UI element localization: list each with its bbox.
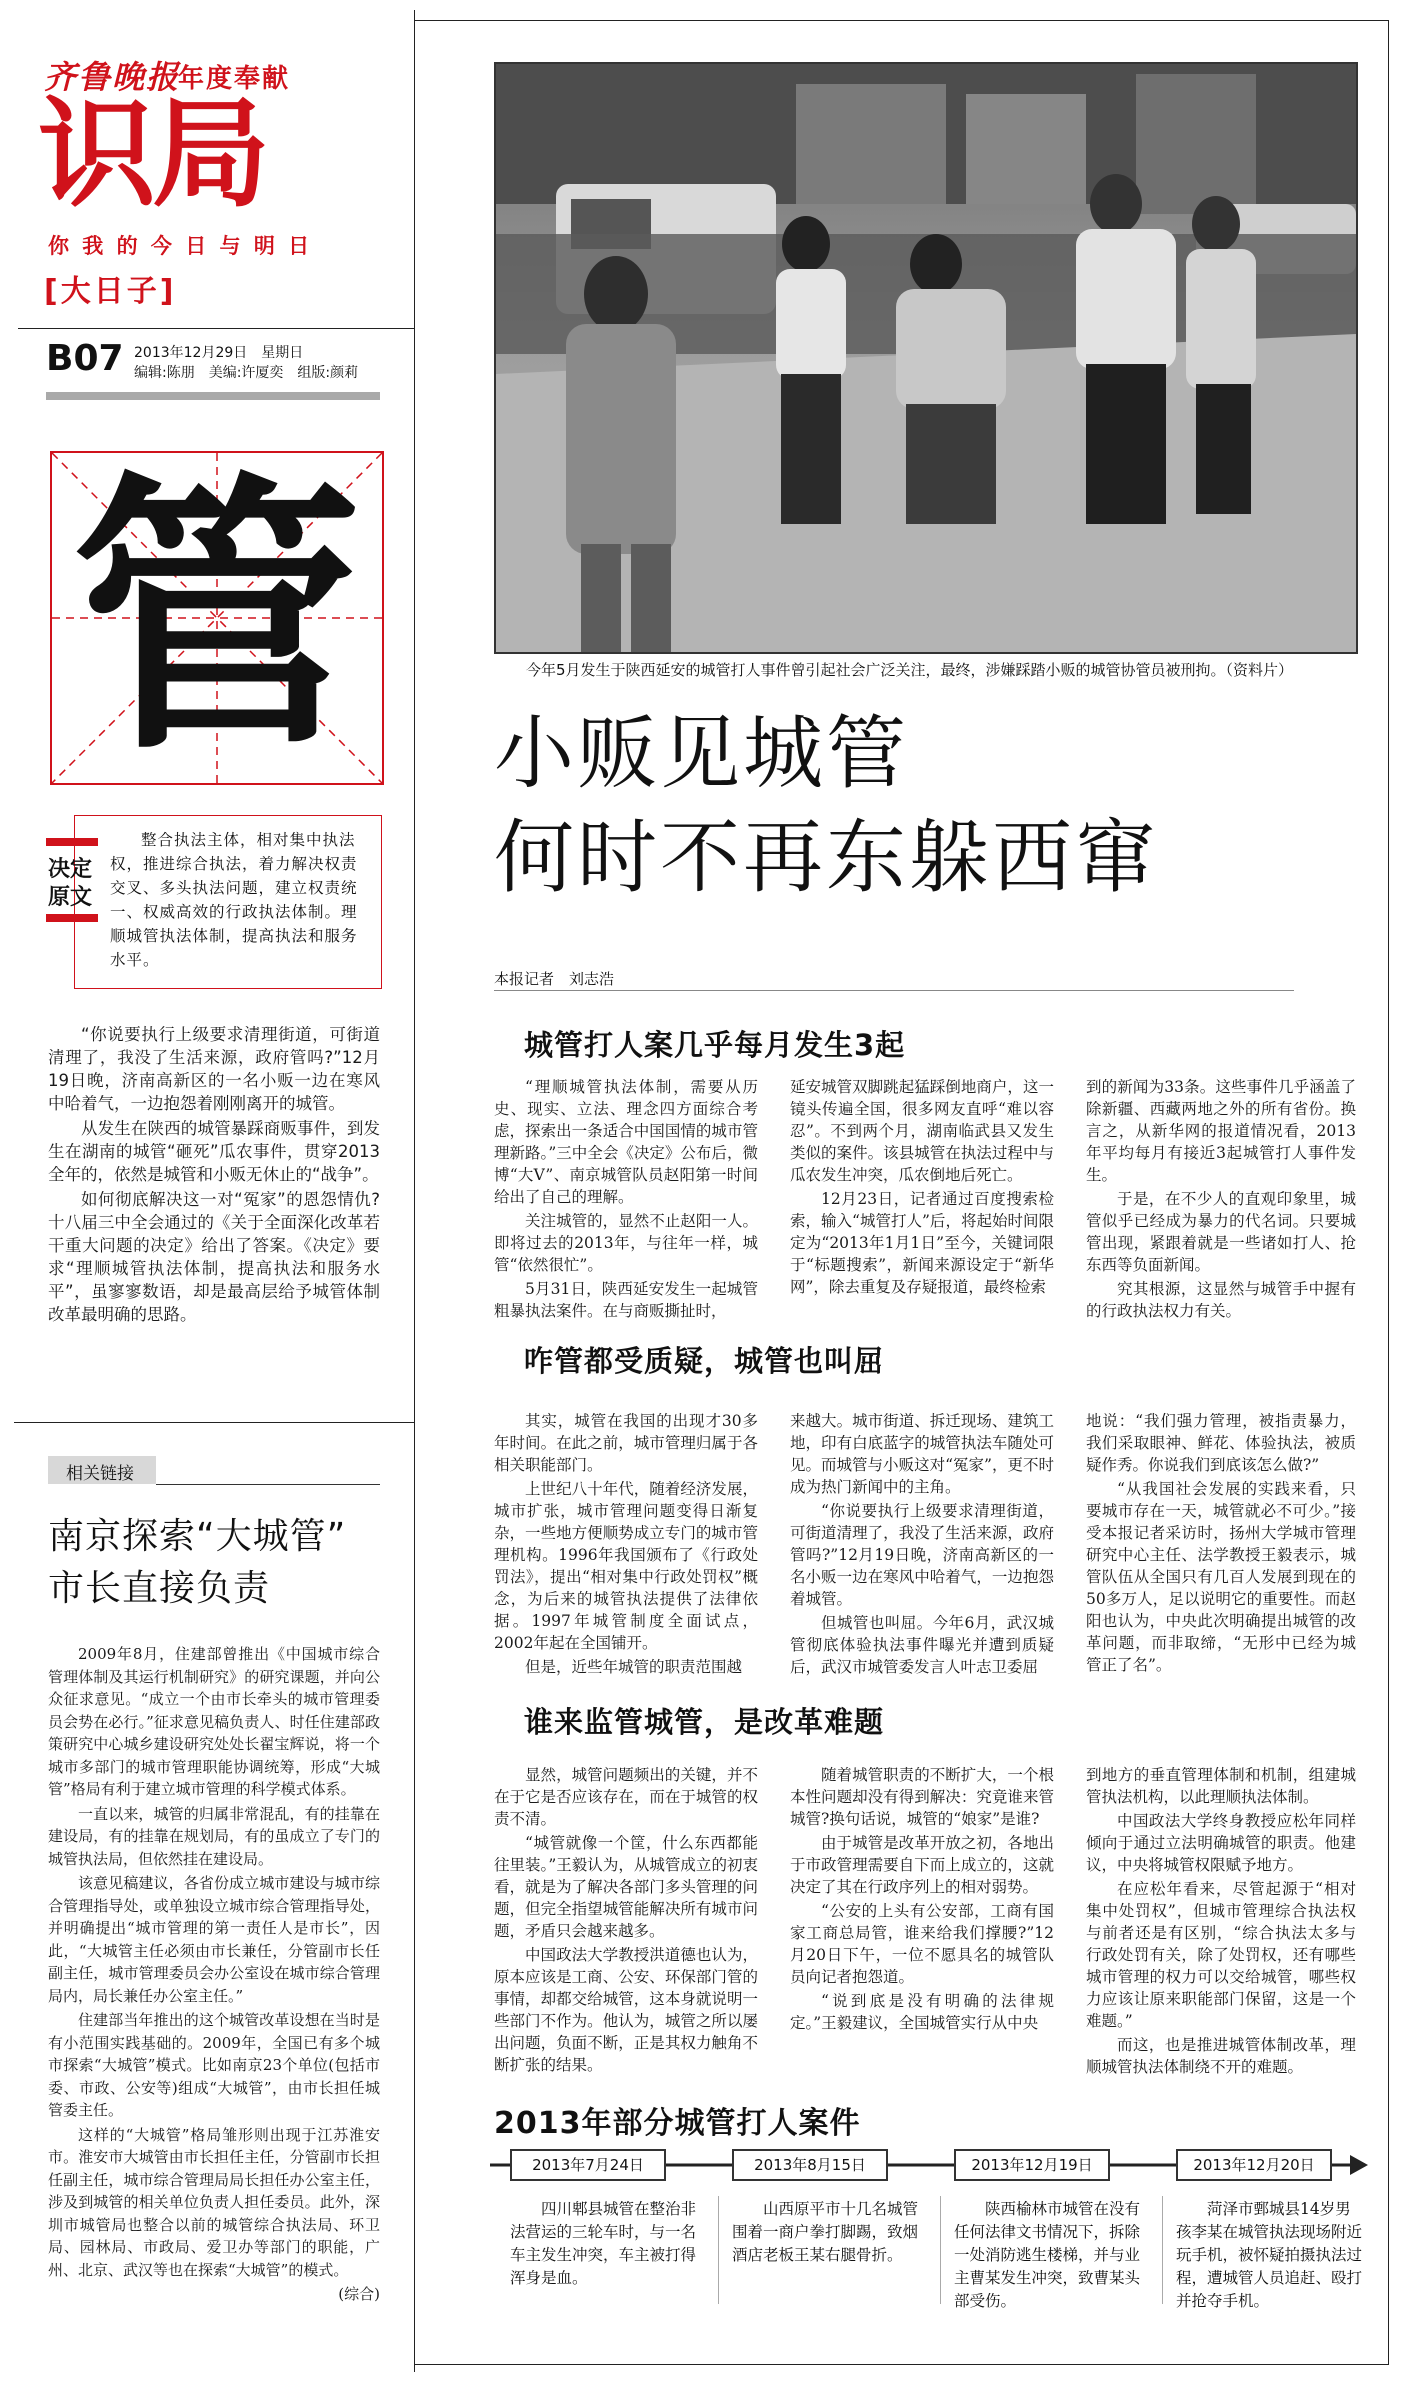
keyword-box [50,448,384,788]
paper-name: 齐鲁晚报 [44,58,181,96]
section1-col2-p1: 延安城管双脚跳起猛踩倒地商户，这一镜头传遍全国，很多网友直呼“难以容忍”。不到两个月，湖南临武县又发生类似的案件。该县城管在执法过程中与瓜农发生冲突，瓜农倒地后死亡。 [790,1078,1054,1184]
section1-col3-p1: 到的新闻为33条。这些事件几乎涵盖了除新疆、西藏两地之外的所有省份。换言之，从新华网的报道情况看，2013年平均每月有接近3起城管打人事件发生。 [1086,1078,1356,1184]
decision-label-bar-top [46,838,98,846]
case-text-4 [1176,2198,1362,2313]
section1-title: 城管打人案几乎每月发生3起 [524,1028,906,1062]
section3-title: 谁来监管城管，是改革难题 [524,1705,885,1739]
section3-col2-p3: “公安的上头有公安部，工商有国家工商总局管，谁来给我们撑腰?”12月20日下午，一位不愿具名的城管队员向记者抱怨道。 [790,1902,1054,1986]
case-date-4: 2013年12月20日 [1176,2149,1332,2181]
decision-label-bottom: 原文 [48,885,93,910]
section3-col2-p4: “说到底是没有明确的法律规定。”王毅建议，全国城管实行从中央 [790,1992,1054,2032]
section3-col2-p1: 随着城管职责的不断扩大，一个根本性问题却没有得到解决：究竟谁来管城管?换句话说，城管的“娘家”是谁? [790,1766,1054,1828]
case-date-3: 2013年12月19日 [954,2149,1110,2181]
intro-paragraph-2: 从发生在陕西的城管暴踩商贩事件，到发生在湖南的城管“砸死”瓜农事件，贯穿2013全年的，依然是城管和小贩无休止的“战争”。 [48,1119,380,1184]
section3-col3-p4: 而这，也是推进城管体制改革，理顺城管执法体制绕不开的难题。 [1086,2036,1356,2076]
section1-col3-p3: 究其根源，这显然与城管手中握有的行政执法权力有关。 [1086,1280,1356,1320]
sidebar-title-2: 市长直接负责 [48,1568,271,1609]
case-date-1: 2013年7月24日 [510,2149,666,2181]
staff-line: 编辑:陈朋 美编:许厦奕 组版:颜莉 [134,365,359,381]
section1-col3-p2: 于是，在不少人的直观印象里，城管似乎已经成为暴力的代名词。只要城管出现，紧跟着就是一些诸如打人、抢东西等负面新闻。 [1086,1190,1356,1274]
section2-col1-p3: 但是，近些年城管的职责范围越 [525,1658,743,1676]
intro-text [48,1023,380,1328]
keyword-char: 管 [72,448,362,788]
section1-col2-p2: 12月23日，记者通过百度搜索检索，输入“城管打人”后，将起始时间限定为“2013年1月1日”至今，关键词限于“标题搜索”，新闻来源设定于“新华网”，除去重复及存疑报道，最终检索 [790,1190,1054,1296]
sidebar-paragraph-5: 这样的“大城管”格局雏形则出现于江苏淮安市。淮安市大城管由市长担任主任，分管副市长担任副主任，城市综合管理局局长担任办公室主任，涉及到城管的相关单位负责人担任委员。此外，深圳市城管局也整合以前的城管综合执法局、环卫局、园林局、市政局、爱卫办等部门的职能，广州、北京、武汉等也在探索“大城管”的模式。 [48,2125,380,2279]
photo-illustration [496,64,1356,652]
section3-col1-p1: 显然，城管问题频出的关键，并不在于它是否应该存在，而在于城管的权责不清。 [494,1766,758,1828]
right-panel-top-rule [414,20,1389,21]
related-link-tag [48,1456,156,1484]
sidebar-paragraph-1: 2009年8月，住建部曾推出《中国城市综合管理体制及其运行机制研究》的研究课题，并向公众征求意见。“成立一个由市长牵头的城市管理委员会势在必行。”征求意见稿负责人、时任住建部政策研究中心城乡建设研究处处长翟宝辉说，将一个城市多部门的城市管理职能协调统筹，形成“大城管”格局有利于建立城市管理的科学模式体系。 [48,1645,380,1798]
case-date-2: 2013年8月15日 [732,2149,888,2181]
related-link-label: 相关链接 [66,1464,134,1484]
intro-paragraph-3: 如何彻底解决这一对“冤家”的恩怨情仇?十八届三中全会通过的《关于全面深化改革若干重大问题的决定》给出了答案。《决定》要求“理顺城管执法体制，提高执法和服务水平”，虽寥寥数语，却是最高层给予城管体制改革最明确的思路。 [48,1190,380,1324]
section2-col2-p2: “你说要执行上级要求清理街道，可街道清理了，我没了生活来源，政府管吗?”12月19日晚，济南高新区的一名小贩一边在寒风中哈着气，一边抱怨着城管。 [790,1502,1054,1608]
related-link-line [156,1484,380,1485]
page-bottom-rule [414,2364,1389,2365]
section2-col3-p1: 地说：“我们强力管理，被指责暴力，我们采取眼神、鲜花、体验执法，被质疑作秀。你说我们到底该怎么做?” [1086,1412,1356,1474]
right-panel-left-rule [414,20,415,1425]
section1-col-1 [494,1076,758,1324]
masthead [18,40,408,330]
news-photo [494,62,1358,654]
sidebar-paragraph-4: 住建部当年推出的这个城管改革设想在当时是有小范围实践基础的。2009年，全国已有多个城市探索“大城管”模式。比如南京23个单位(包括市委、市政、公安等)组成“大城管”，由市长担任城管委主任。 [48,2011,380,2119]
case-text-1-body: 四川郫县城管在整治非法营运的三轮车时，与一名车主发生冲突，车主被打得浑身是血。 [510,2200,697,2287]
case-text-3 [954,2198,1150,2313]
section2-col1-p2: 上世纪八十年代，随着经济发展，城市扩张，城市管理问题变得日渐复杂，一些地方便顺势成立专门的城市管理机构。1996年我国颁布了《行政处罚法》，提出“相对集中行政处罚权”概念，为后来的城管执法提供了法律依据。1997年城管制度全面试点，2002年起在全国铺开。 [494,1480,758,1652]
sidebar-paragraph-2: 一直以来，城管的归属非常混乱，有的挂靠在建设局，有的挂靠在规划局，有的虽成立了专门的城管执法局，但依然挂在建设局。 [48,1804,380,1868]
section1-col1-p2: 关注城管的，显然不止赵阳一人。即将过去的2013年，与往年一样，城管“依然很忙”。 [494,1212,758,1274]
headline-line-2: 何时不再东躲西窜 [494,811,1158,904]
section1-col-3 [1086,1076,1356,1324]
date-line: 2013年12月29日 星期日 [134,345,304,361]
section2-col-1 [494,1410,758,1680]
right-panel-right-rule [1388,20,1389,2365]
grey-rule [46,392,380,400]
tagline: 你 我 的 今 日 与 明 日 [48,234,313,258]
section3-col3-p2: 中国政法大学终身教授应松年同样倾向于通过立法明确城管的职责。他建议，中央将城管权限赋予地方。 [1086,1812,1356,1874]
slogan-tag: 年度奉献 [178,64,291,94]
timeline-title: 2013年部分城管打人案件 [494,2106,861,2141]
case-text-3-body: 陕西榆林市城管在没有任何法律文书情况下，拆除一处消防逃生楼梯，并与业主曹某发生冲突，致曹某头部受伤。 [954,2200,1141,2310]
photo-caption: 今年5月发生于陕西延安的城管打人事件曾引起社会广泛关注，最终，涉嫌踩踏小贩的城管协管员被刑拘。（资料片） [526,661,1294,679]
sidebar-title-1: 南京探索“大城管” [48,1516,347,1557]
section1-col1-p3: 5月31日，陕西延安发生一起城管粗暴执法案件。在与商贩撕扯时， [494,1280,758,1320]
case-text-2-body: 山西原平市十几名城管围着一商户拳打脚踢，致烟酒店老板王某右腿骨折。 [732,2200,919,2264]
section3-col3-p3: 在应松年看来，尽管起源于“相对集中处罚权”，但城市管理综合执法权与前者还是有区别，“综合执法太多与行政处罚有关，除了处罚权，还有哪些城市管理的权力可以交给城管，哪些权力应该让原来职能部门保留，这是一个难题。” [1086,1880,1356,2030]
sidebar-top-rule [14,1422,414,1423]
section3-col1-p3: 中国政法大学教授洪道德也认为，原本应该是工商、公安、环保部门管的事情，却都交给城管，这本身就说明一些部门不作为。他认为，城管之所以屡出问题，负面不断，正是其权力触角不断扩张的结果。 [494,1946,758,2074]
section3-col3-p1: 到地方的垂直管理体制和机制，组建城管执法机构，以此理顺执法体制。 [1086,1766,1356,1806]
case-text-2 [732,2198,928,2267]
decision-text [110,828,366,972]
section2-col1-p1: 其实，城管在我国的出现才30多年时间。在此之前，城市管理归属于各相关职能部门。 [494,1412,758,1474]
section3-col-3 [1086,1764,1356,2080]
byline: 本报记者 刘志浩 [494,970,615,988]
sidebar-paragraph-3: 该意见稿建议，各省份成立城市建设与城市综合管理指导处，或单独设立城市综合管理指导处，并明确提出“城市管理的第一责任人是市长”，因此，“大城管主任必须由市长兼任，分管副市长任副主任，城市管理委员会办公室设在城市综合管理局内，局长兼任办公室主任。” [48,1874,380,2005]
masthead-divider [18,328,414,329]
section3-col2-p2: 由于城管是改革开放之初，各地出于市政管理需要自下而上成立的，这就决定了其在行政序列上的相对弱势。 [790,1834,1054,1896]
section2-title: 咋管都受质疑，城管也叫屈 [524,1344,885,1378]
decision-label-bar-bottom [46,914,98,922]
case-divider-1 [718,2196,719,2304]
section1-col-2 [790,1076,1054,1300]
decision-label-top: 决定 [48,857,93,882]
section2-col-3 [1086,1410,1356,1678]
case-divider-2 [940,2196,941,2304]
case-text-4-body: 菏泽市鄄城县14岁男孩李某在城管执法现场附近玩手机，被怀疑拍摄执法过程，遭城管人员追赶、殴打并抢夺手机。 [1176,2200,1363,2310]
section2-col3-p2: “从我国社会发展的实践来看，只要城市存在一天，城管就必不可少。”接受本报记者采访时，扬州大学城市管理研究中心主任、法学教授王毅表示，城管队伍从全国只有几百人发展到现在的50多万人，足以说明它的重要性。而赵阳也认为，中央此次明确提出城管的改革问题，而非取缔，“无形中已经为城管正了名”。 [1086,1480,1356,1674]
case-divider-3 [1162,2196,1163,2304]
page-number: B07 [46,338,124,379]
section2-col2-p1: 来越大。城市街道、拆迁现场、建筑工地，印有白底蓝字的城管执法车随处可见。而城管与小贩这对“冤家”，更不时成为热门新闻中的主角。 [790,1412,1054,1496]
big-title: 识局 [38,85,267,223]
section-name: [大日子] [44,274,177,309]
section2-col2-p3: 但城管也叫屈。今年6月，武汉城管彻底体验执法事件曝光并遭到质疑后，武汉市城管委发言人叶志卫委屈 [790,1614,1054,1676]
section3-col1-p2: “城管就像一个筐，什么东西都能往里装。”王毅认为，从城管成立的初衷看，就是为了解决各部门多头管理的问题，但完全指望城管能解决所有城市问题，矛盾只会越来越多。 [494,1834,758,1940]
intro-paragraph-1: “你说要执行上级要求清理街道，可街道清理了，我没了生活来源，政府管吗?”12月19日晚，济南高新区的一名小贩一边在寒风中哈着气，一边抱怨着刚刚离开的城管。 [48,1025,380,1113]
sidebar-right-rule [414,1422,415,2372]
section3-col-2 [790,1764,1054,2036]
sidebar-source: (综合) [338,2285,380,2303]
section1-col1-p1: “理顺城管执法体制，需要从历史、现实、立法、理念四方面综合考虑，探索出一条适合中国国情的城市管理新路。”三中全会《决定》公布后，微博“大V”、南京城管队员赵阳第一时间给出了自己的理解。 [494,1078,758,1206]
headline-line-1: 小贩见城管 [494,707,909,800]
section3-col-1 [494,1764,758,2078]
byline-rule [494,990,1294,991]
section2-col-2 [790,1410,1054,1680]
case-text-1 [510,2198,706,2290]
decision-paragraph: 整合执法主体，相对集中执法权，推进综合执法，着力解决权责交叉、多头执法问题，建立权责统一、权威高效的行政执法体制。理顺城管执法体制，提高执法和服务水平。 [110,831,358,969]
sidebar-text [48,1643,380,2306]
